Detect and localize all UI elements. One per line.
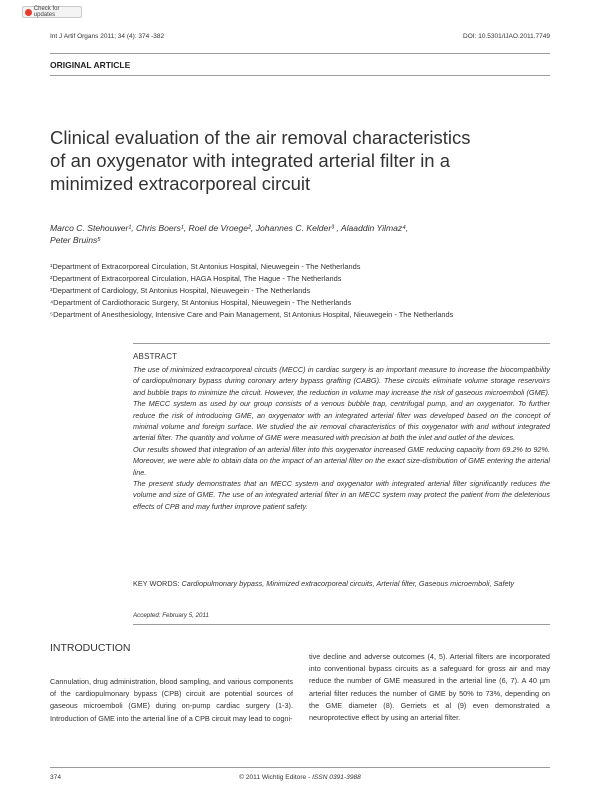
- author-line: Peter Bruins⁵: [50, 235, 101, 245]
- intro-left-column: Cannulation, drug administration, blood sampling, and various components of the cardiopulmonary bypass (CPB) circuit are potential sources of gaseous microemboli (GME) during on-pump cardiac surgery (1-3). Introduction of GME into the arterial line of a CPB circuit may lead to cogni-: [50, 677, 293, 723]
- check-for-updates-badge[interactable]: [22, 6, 82, 18]
- affiliation: ⁴Department of Cardiothoracic Surgery, St Antonius Hospital, Nieuwegein - The Netherlands: [50, 298, 352, 307]
- doi[interactable]: DOI: 10.5301/IJAO.2011.7749: [463, 33, 550, 40]
- header-rule: [50, 53, 550, 54]
- affiliation: ⁵Department of Anesthesiology, Intensive Care and Pain Management, St Antonius Hospital, Nieuwegein - The Netherlands: [50, 310, 454, 319]
- abstract-heading: ABSTRACT: [133, 352, 178, 361]
- copyright-line: [0, 774, 600, 781]
- title-line: minimized extracorporeal circuit: [50, 173, 311, 194]
- section-rule: [50, 75, 550, 76]
- abstract-paragraph: Our results showed that integration of an arterial filter into this oxygenator increased GME reducing capacity from 69.2% to 92%. Moreover, we were able to obtain data on the impact of an arterial filter on the exact size-distribution of GME entering the arterial line.: [133, 444, 550, 477]
- page-number: 374: [50, 774, 62, 781]
- title-line: Clinical evaluation of the air removal characteristics: [50, 127, 471, 148]
- journal-citation: Int J Artif Organs 2011; 34 (4): 374 -382: [50, 33, 165, 40]
- accepted-date: Accepted: February 5, 2011: [133, 612, 209, 619]
- issn: ISSN 0391-3988: [312, 774, 361, 781]
- intro-right-column: tive decline and adverse outcomes (4, 5). Arterial filters are incorporated into conventional bypass circuits as a safeguard for gross air and may reduce the number of GME measured in the arterial line (6, 7). A 40 µm arterial filter reduces the number of GME by 50% to 73%, depending on the GME diameter (8). Gerriets et al (9) even demonstrated a neuroprotective effect by using an arterial filter.: [309, 652, 550, 723]
- affiliation: ³Department of Cardiology, St Antonius Hospital, Nieuwegein - The Netherlands: [50, 286, 311, 295]
- affiliation: ¹Department of Extracorporeal Circulation, St Antonius Hospital, Nieuwegein - The Netherlands: [50, 262, 361, 271]
- keywords-value: Cardiopulmonary bypass, Minimized extracorporeal circuits, Arterial filter, Gaseous microemboli, Safety: [181, 579, 515, 588]
- footer-rule: [50, 767, 550, 768]
- abstract-body: [133, 364, 550, 512]
- article-title: [50, 126, 570, 195]
- introduction-heading: INTRODUCTION: [50, 642, 131, 654]
- badge-label: Check for updates: [33, 6, 60, 18]
- keywords-label: KEY WORDS:: [133, 579, 180, 588]
- abstract-paragraph: The present study demonstrates that an MECC system and oxygenator with integrated arterial filter significantly reduces the volume and size of GME. The use of an integrated arterial filter in an MECC system may protect the patient from the deleterious effects of CPB and may further improve patient safety.: [133, 479, 550, 511]
- keywords: [133, 578, 550, 589]
- affiliation: ²Department of Extracorporeal Circulation, HAGA Hospital, The Hague - The Netherlands: [50, 274, 342, 283]
- crossmark-icon: [25, 9, 32, 16]
- affiliations: [50, 261, 590, 321]
- abstract-paragraph: The use of minimized extracorporeal circuits (MECC) in cardiac surgery is an important measure to increase the biocompatibility of cardiopulmonary bypass during coronary artery bypass grafting (CABG). These circuits eliminate volume storage reservoirs and bubble traps to minimize the circuit. However, the reduction in volume may increase the risk of gaseous microemboli (GME). The MECC system as used by our group consists of a venous bubble trap, centrifugal pump, and an oxygenator. To further reduce the risk of introducing GME, an oxygenator with an integrated arterial filter was developed based on the concept of minimal volume and foreign surface. We studied the air removal characteristics of this oxygenator with and without integrated arterial filter. The quantity and volume of GME were measured with precision at both the inlet and outlet of the devices.: [133, 365, 550, 443]
- author-list: [50, 222, 570, 246]
- section-label: ORIGINAL ARTICLE: [50, 60, 131, 70]
- author-line: Marco C. Stehouwer¹, Chris Boers¹, Roel de Vroege², Johannes C. Kelder³ , Alaaddin Yilmaz⁴,: [50, 223, 409, 233]
- copyright: © 2011 Wichtig Editore -: [239, 774, 313, 781]
- accepted-rule: [133, 624, 550, 625]
- abstract-rule: [133, 343, 550, 344]
- title-line: of an oxygenator with integrated arterial filter in a: [50, 150, 451, 171]
